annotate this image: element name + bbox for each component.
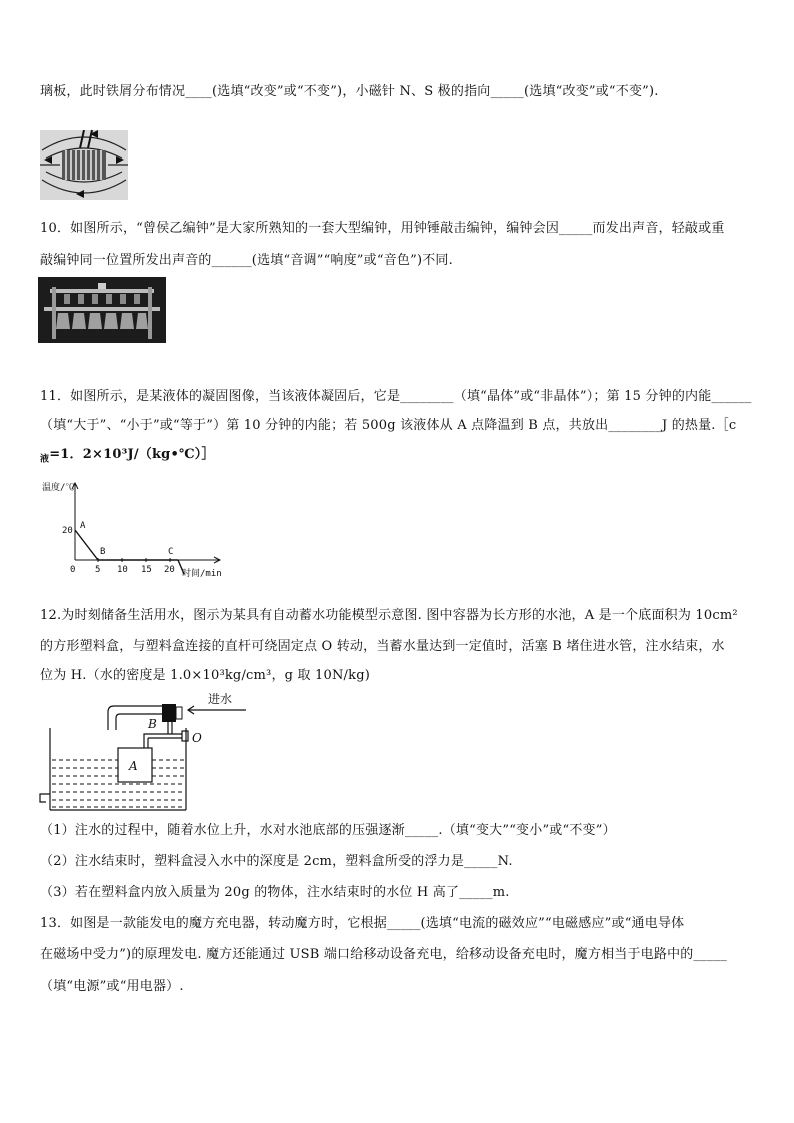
q12-sub1: （1）注水的过程中，随着水位上升，水对水池底部的压强逐渐_____.（填“变大”“变小”或“不变”） xyxy=(40,823,616,838)
q11-graph-tick-20x: 20 xyxy=(164,565,175,575)
q11-graph-tick-10: 10 xyxy=(117,565,128,575)
q13-text-line1: 13．如图是一款能发电的魔方充电器，转动魔方时，它根据_____(选填“电流的磁效应”“电磁感应”或“通电导体 xyxy=(40,916,685,931)
q13-text-line2: 在磁场中受力”)的原理发电. 魔方还能通过 USB 端口给移动设备充电，给移动设备充电时，魔方相当于电路中的_____ xyxy=(40,947,727,962)
q10-text-line2: 敲编钟同一位置所发出声音的______(选填“音调”“响度”或“音色”)不同. xyxy=(40,253,453,268)
q11-graph-ylabel: 温度/℃ xyxy=(42,483,75,493)
q12-label-b: B xyxy=(148,717,157,731)
q9-solenoid-figure xyxy=(40,130,128,200)
q12-text-line2: 的方形塑料盒，与塑料盒连接的直杆可绕固定点 O 转动，当蓄水量达到一定值时，活塞 B 堵住进水管，注水结束，水 xyxy=(40,639,725,654)
q11-c-subscript: 液 xyxy=(40,454,50,465)
q12-water-tank-diagram xyxy=(36,690,266,820)
q12-label-inlet: 进水 xyxy=(208,692,233,706)
q11-graph-tick-15: 15 xyxy=(141,565,152,575)
q12-sub2: （2）注水结束时，塑料盒浸入水中的深度是 2cm，塑料盒所受的浮力是_____N. xyxy=(40,854,513,869)
q12-sub3: （3）若在塑料盒内放入质量为 20g 的物体，注水结束时的水位 H 高了_____m. xyxy=(40,885,510,900)
q11-graph-xlabel: 时间/min xyxy=(182,569,222,579)
q11-text-line2: （填“大于”、“小于”或“等于”）第 10 分钟的内能；若 500g 该液体从 A 点降温到 B 点，共放出________J 的热量.［c xyxy=(40,418,737,433)
q12-text-line1: 12.为时刻储备生活用水，图示为某具有自动蓄水功能模型示意图. 图中容器为长方形的水池，A 是一个底面积为 10cm² xyxy=(40,608,738,623)
q10-text-line1: 10．如图所示，“曾侯乙编钟”是大家所熟知的一套大型编钟，用钟锤敲击编钟，编钟会因_____而发出声音，轻敲或重 xyxy=(40,221,725,236)
q11-graph-point-c: C xyxy=(168,547,174,557)
q10-bells-photo xyxy=(38,277,166,343)
q12-label-a: A xyxy=(129,759,138,773)
q11-specific-heat: =1．2×10³J/（kg•℃）］ xyxy=(49,447,215,462)
q11-graph-point-b: B xyxy=(100,547,106,557)
q11-solidification-graph xyxy=(40,478,230,583)
q11-graph-tick-20y: 20 xyxy=(62,526,73,536)
q13-text-line3: （填“电源”或“用电器）. xyxy=(40,979,184,994)
q11-graph-point-a: A xyxy=(80,521,86,531)
q12-text-line3: 位为 H.（水的密度是 1.0×10³kg/cm³，g 取 10N/kg) xyxy=(40,668,371,683)
q9-text-line1: 璃板，此时铁屑分布情况____(选填“改变”或“不变”)，小磁针 N、S 极的指向_____(选填“改变”或“不变”). xyxy=(40,84,659,99)
q11-text-line1: 11．如图所示，是某液体的凝固图像，当该液体凝固后，它是________（填“晶体”或“非晶体”）；第 15 分钟的内能______ xyxy=(40,389,752,404)
q11-graph-tick-0: 0 xyxy=(70,565,76,575)
q11-text-line3 xyxy=(40,447,760,468)
q12-label-o: O xyxy=(192,731,202,745)
q11-graph-tick-5: 5 xyxy=(95,565,101,575)
